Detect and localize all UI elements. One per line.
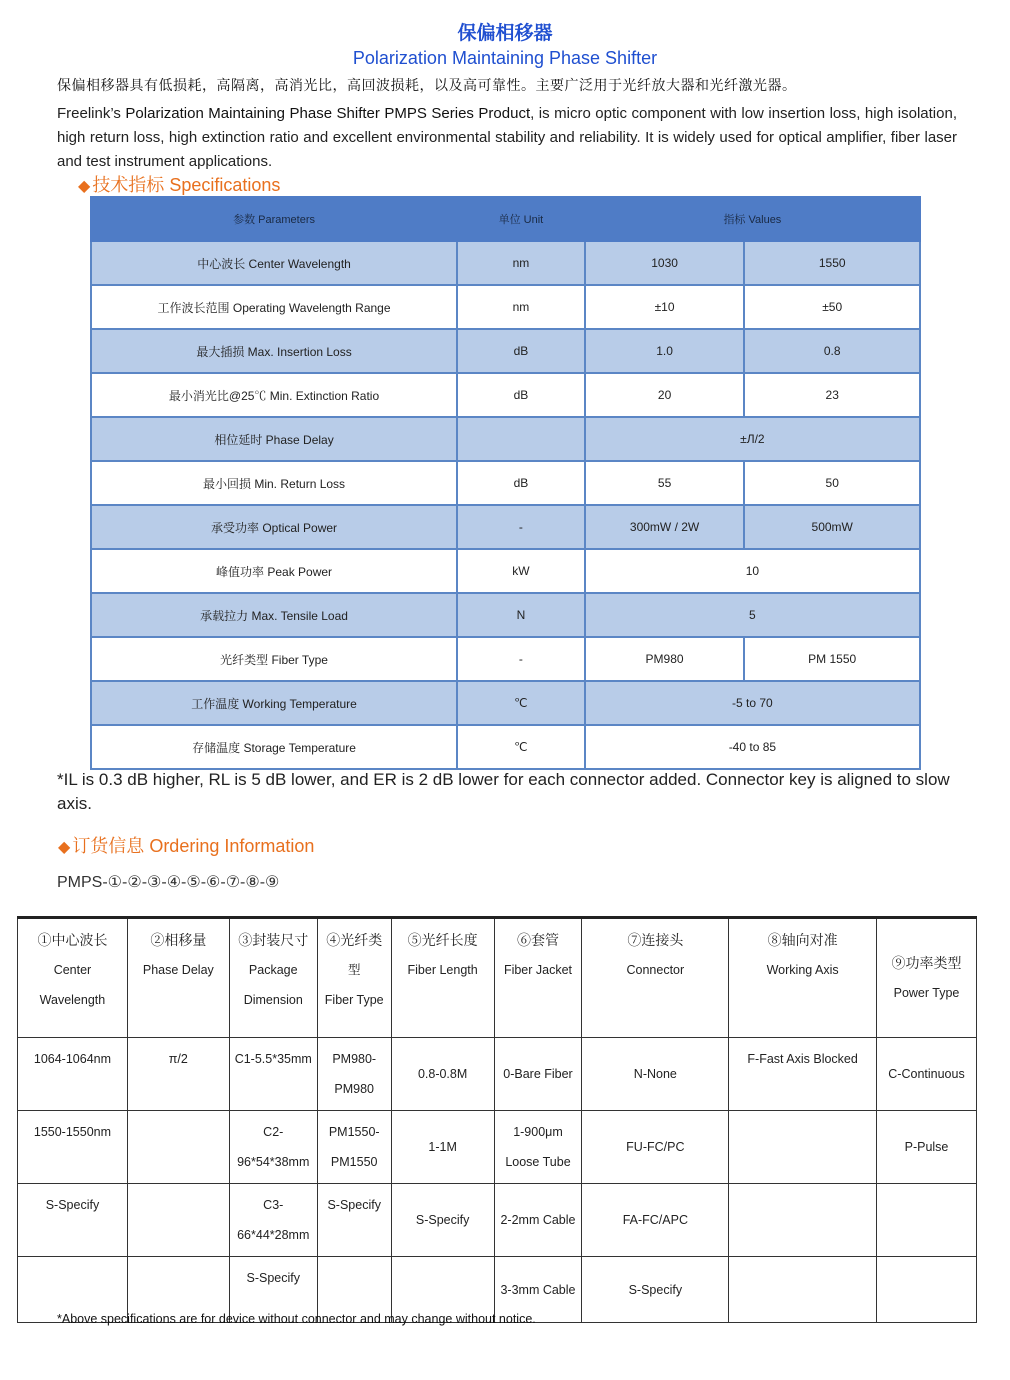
order-cell [877, 1257, 977, 1323]
spec-header-unit: 单位 Unit [457, 197, 585, 241]
spec-row [91, 505, 920, 549]
intro-en-rest: , is micro optic component with low insertion loss, high isolation, high return loss, high extinction ratio and excellent environmental stability and reliability. It is widely used for optical amplifier, fiber laser and test instrument applications. [57, 105, 957, 170]
spec-param: 相位延时 Phase Delay [91, 417, 457, 461]
order-cell: 0-Bare Fiber [494, 1038, 582, 1111]
order-cell: C2-96*54*38mm [229, 1111, 317, 1184]
order-cell: S-Specify [18, 1184, 128, 1257]
diamond-bullet-icon: ◆ [78, 178, 91, 195]
spec-value: 10 [585, 549, 920, 593]
order-header-en: Package [248, 963, 298, 977]
spec-param: 工作温度 Working Temperature [91, 681, 457, 725]
spec-param: 存储温度 Storage Temperature [91, 725, 457, 769]
order-header-en: Phase Delay [142, 963, 214, 977]
order-row [18, 1184, 977, 1257]
spec-row [91, 549, 920, 593]
order-header-row [18, 918, 977, 1038]
order-cell: PM980-PM980 [317, 1038, 391, 1111]
order-cell: N-None [582, 1038, 729, 1111]
order-header-en: Dimension [243, 993, 303, 1007]
spec-value: 300mW / 2W [585, 505, 745, 549]
spec-param: 最小消光比@25℃ Min. Extinction Ratio [91, 373, 457, 417]
intro-cn: 保偏相移器具有低损耗，高隔离，高消光比，高回波损耗，以及高可靠性。主要广泛用于光纤放大器和光纤激光器。 [57, 78, 797, 94]
spec-row [91, 637, 920, 681]
spec-unit [457, 417, 585, 461]
order-cell: 1-1M [391, 1111, 494, 1184]
spec-row [91, 241, 920, 285]
title-cn: 保偏相移器 [457, 22, 553, 44]
spec-unit: ℃ [457, 725, 585, 769]
order-header-cn: ⑦连接头 [627, 932, 684, 948]
order-header-cn: ②相移量 [150, 932, 207, 948]
intro-en-prefix: Freelink’s [57, 105, 126, 122]
spec-value: 20 [585, 373, 745, 417]
spec-unit: nm [457, 241, 585, 285]
spec-param: 承载拉力 Max. Tensile Load [91, 593, 457, 637]
order-header-en: Connector [626, 963, 685, 977]
order-cell: 1064-1064nm [18, 1038, 128, 1111]
order-cell [877, 1184, 977, 1257]
order-cell [127, 1111, 229, 1184]
spec-value: 0.8 [744, 329, 920, 373]
spec-unit: dB [457, 373, 585, 417]
spec-value: ±Л/2 [585, 417, 920, 461]
spec-value: 500mW [744, 505, 920, 549]
spec-row [91, 285, 920, 329]
order-cell: 1550-1550nm [18, 1111, 128, 1184]
spec-unit: ℃ [457, 681, 585, 725]
order-cell: S-Specify [229, 1257, 317, 1323]
part-number-format: PMPS-①-②-③-④-⑤-⑥-⑦-⑧-⑨ [57, 874, 280, 891]
spec-value: 5 [585, 593, 920, 637]
spec-value: 55 [585, 461, 745, 505]
order-cell: 0.8-0.8M [391, 1038, 494, 1111]
spec-row [91, 681, 920, 725]
spec-param: 最小回损 Min. Return Loss [91, 461, 457, 505]
spec-value: ±10 [585, 285, 745, 329]
spec-row [91, 417, 920, 461]
order-section-title: 订货信息 Ordering Information [72, 836, 315, 856]
spec-param: 中心波长 Center Wavelength [91, 241, 457, 285]
order-header [317, 918, 391, 1038]
connector-note: *IL is 0.3 dB higher, RL is 5 dB lower, and ER is 2 dB lower for each connector added. Connector key is aligned to slow axis. [57, 770, 950, 813]
order-header [18, 918, 128, 1038]
spec-param: 光纤类型 Fiber Type [91, 637, 457, 681]
order-cell [729, 1257, 877, 1323]
spec-param: 承受功率 Optical Power [91, 505, 457, 549]
order-cell: 2-2mm Cable [494, 1184, 582, 1257]
spec-value: 23 [744, 373, 920, 417]
order-cell: F-Fast Axis Blocked [729, 1038, 877, 1111]
order-header-cn: ⑥套管 [516, 932, 559, 948]
order-cell: FU-FC/PC [582, 1111, 729, 1184]
spec-header-param: 参数 Parameters [91, 197, 457, 241]
order-header-cn: ⑧轴向对准 [767, 932, 838, 948]
order-row [18, 1038, 977, 1111]
diamond-bullet-icon: ◆ [58, 839, 71, 856]
order-header-cn: ①中心波长 [37, 932, 108, 948]
order-header [729, 918, 877, 1038]
order-cell: PM1550-PM1550 [317, 1111, 391, 1184]
order-cell [729, 1184, 877, 1257]
spec-header-values: 指标 Values [585, 197, 920, 241]
order-header-en: Fiber Jacket [503, 963, 573, 977]
order-section-heading [58, 832, 314, 858]
spec-param: 峰值功率 Peak Power [91, 549, 457, 593]
spec-row [91, 725, 920, 769]
spec-unit: - [457, 637, 585, 681]
order-header-en: Center [53, 963, 92, 977]
order-cell: S-Specify [317, 1184, 391, 1257]
spec-row [91, 461, 920, 505]
spec-value: ±50 [744, 285, 920, 329]
spec-table [90, 196, 921, 770]
spec-section-heading [78, 171, 280, 197]
spec-unit: kW [457, 549, 585, 593]
order-header-cn: ④光纤类 [326, 932, 383, 948]
order-header [127, 918, 229, 1038]
order-header-cn: ⑤光纤长度 [407, 932, 478, 948]
order-header-en: 型 [347, 963, 361, 977]
footer-note: *Above specifications are for device without connector and may change without notice. [57, 1312, 536, 1326]
order-header-en: Fiber Type [324, 993, 384, 1007]
spec-row [91, 329, 920, 373]
order-table [17, 916, 977, 1323]
spec-row [91, 373, 920, 417]
order-row [18, 1111, 977, 1184]
intro-en [57, 102, 957, 174]
spec-unit: dB [457, 329, 585, 373]
order-cell [127, 1184, 229, 1257]
intro-en-product: Polarization Maintaining Phase Shifter PMPS Series Product [125, 105, 531, 122]
order-cell: S-Specify [582, 1257, 729, 1323]
order-header-en: Power Type [893, 986, 960, 1000]
order-cell [729, 1111, 877, 1184]
spec-value: 1030 [585, 241, 745, 285]
order-cell: C1-5.5*35mm [229, 1038, 317, 1111]
order-header [582, 918, 729, 1038]
spec-param: 工作波长范围 Operating Wavelength Range [91, 285, 457, 329]
order-cell: C-Continuous [877, 1038, 977, 1111]
spec-value: PM 1550 [744, 637, 920, 681]
order-header-cn: ③封装尺寸 [238, 932, 309, 948]
spec-value: 50 [744, 461, 920, 505]
spec-row [91, 593, 920, 637]
order-cell: S-Specify [391, 1184, 494, 1257]
spec-section-title: 技术指标 Specifications [92, 175, 281, 195]
spec-value: 1.0 [585, 329, 745, 373]
spec-unit: N [457, 593, 585, 637]
spec-value: 1550 [744, 241, 920, 285]
spec-header-row [91, 197, 920, 241]
spec-param: 最大插损 Max. Insertion Loss [91, 329, 457, 373]
title-en: Polarization Maintaining Phase Shifter [352, 48, 658, 68]
order-cell: FA-FC/APC [582, 1184, 729, 1257]
order-cell: C3-66*44*28mm [229, 1184, 317, 1257]
order-cell: 1-900μm Loose Tube [494, 1111, 582, 1184]
order-cell: P-Pulse [877, 1111, 977, 1184]
spec-unit: - [457, 505, 585, 549]
spec-unit: dB [457, 461, 585, 505]
order-header-en: Fiber Length [407, 963, 478, 977]
spec-value: PM980 [585, 637, 745, 681]
order-header [229, 918, 317, 1038]
order-header-en: Wavelength [39, 993, 106, 1007]
spec-value: -5 to 70 [585, 681, 920, 725]
order-header [391, 918, 494, 1038]
order-header-cn: ⑨功率类型 [891, 955, 962, 971]
order-header-en: Working Axis [766, 963, 839, 977]
order-header [494, 918, 582, 1038]
order-cell: π/2 [127, 1038, 229, 1111]
order-header [877, 918, 977, 1038]
spec-unit: nm [457, 285, 585, 329]
order-cell: 3-3mm Cable [494, 1257, 582, 1323]
spec-value: -40 to 85 [585, 725, 920, 769]
